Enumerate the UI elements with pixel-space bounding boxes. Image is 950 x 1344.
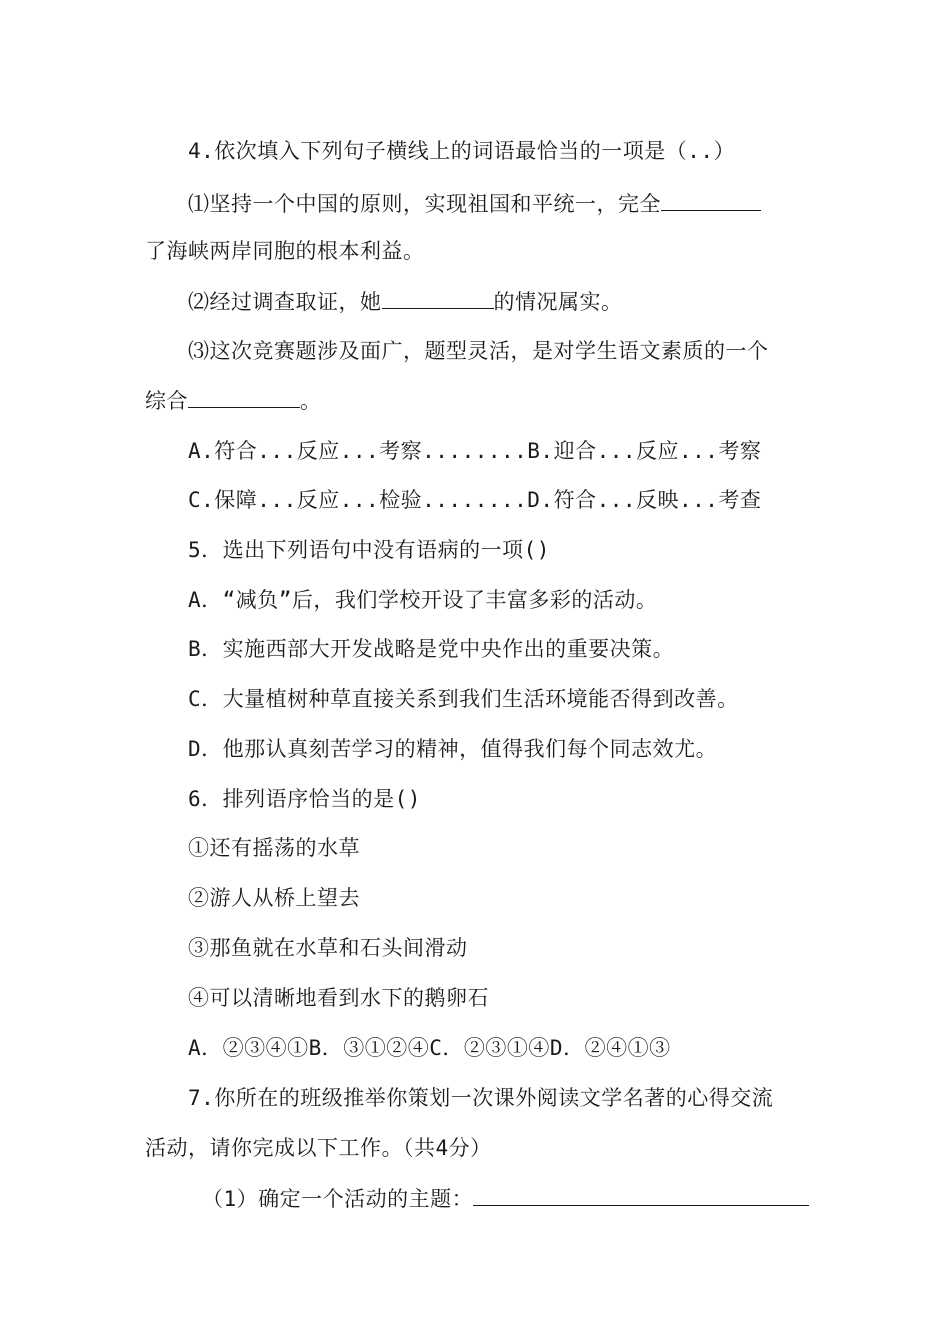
q6-options: A．②③④①B．③①②④C．②③①④D．②④①③ (188, 1036, 671, 1060)
q4-s2-blank[interactable] (382, 286, 494, 309)
q6-item-3: ③那鱼就在水草和石头间滑动 (188, 936, 468, 960)
q7-sub-1 (202, 1183, 810, 1214)
q7-sub1-text: （1）确定一个活动的主题： (202, 1187, 474, 1211)
q4-s1-text: ⑴坚持一个中国的原则，实现祖国和平统一，完全 (188, 192, 661, 216)
q4-sentence-3-cont (145, 385, 810, 416)
q7-stem-cont: 活动，请你完成以下工作。（共4分） (145, 1136, 492, 1160)
q4-sentence-1-cont: 了海峡两岸同胞的根本利益。 (145, 239, 425, 263)
q4-options-cd: C.保障...反应...检验........D.符合...反映...考查 (188, 488, 762, 512)
q5-option-b: B．实施西部大开发战略是党中央作出的重要决策。 (188, 637, 675, 661)
q4-s1-blank[interactable] (661, 188, 761, 211)
q4-s2-text: ⑵经过调查取证，她 (188, 290, 382, 314)
q4-s3-blank[interactable] (188, 385, 300, 408)
q4-sentence-2 (188, 286, 810, 317)
q4-s3-text: 综合 (145, 389, 188, 413)
q7-sub1-blank[interactable] (473, 1183, 809, 1206)
q6-item-2: ②游人从桥上望去 (188, 886, 360, 910)
q6-stem: 6．排列语序恰当的是() (188, 787, 421, 811)
q4-options-ab: A.符合...反应...考察........B.迎合...反应...考察 (188, 439, 762, 463)
q4-sentence-3: ⑶这次竞赛题涉及面广，题型灵活，是对学生语文素质的一个 (188, 339, 769, 363)
q5-option-d: D．他那认真刻苦学习的精神，值得我们每个同志效尤。 (188, 737, 718, 761)
q4-s3-tail: 。 (300, 389, 322, 413)
q5-option-c: C．大量植树种草直接关系到我们生活环境能否得到改善。 (188, 687, 739, 711)
q6-item-4: ④可以清晰地看到水下的鹅卵石 (188, 986, 489, 1010)
q6-item-1: ①还有摇荡的水草 (188, 836, 360, 860)
q7-stem: 7.你所在的班级推举你策划一次课外阅读文学名著的心得交流 (188, 1086, 774, 1110)
q5-option-a: A．“减负”后，我们学校开设了丰富多彩的活动。 (188, 588, 658, 612)
q5-stem: 5．选出下列语句中没有语病的一项() (188, 538, 550, 562)
q4-sentence-1 (188, 188, 810, 219)
q4-stem: 4.依次填入下列句子横线上的词语最恰当的一项是（..） (188, 139, 736, 163)
q4-s2-tail: 的情况属实。 (493, 290, 623, 314)
